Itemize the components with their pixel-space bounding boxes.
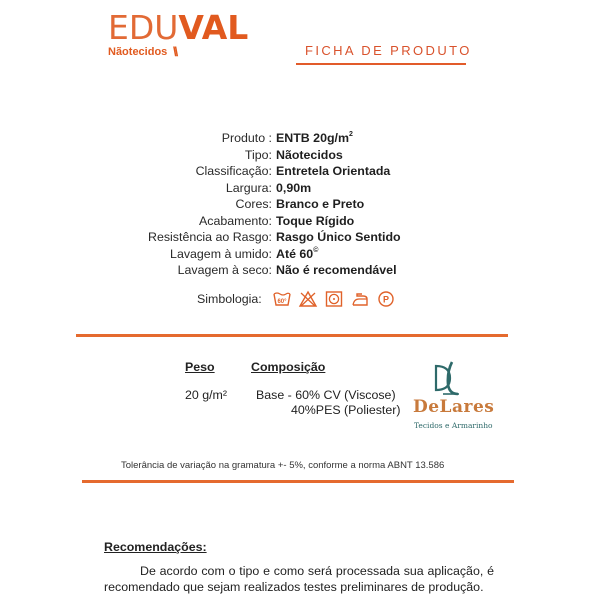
- spec-label: Lavagem à umido:: [170, 246, 272, 261]
- dry-clean-letter: P: [382, 294, 390, 305]
- spec-row-lavagem-seco: [0, 262, 600, 279]
- tumble-dry-icon: [324, 290, 344, 308]
- spec-value-text: ENTB 20g/m: [276, 131, 349, 145]
- spec-label: Resistência ao Rasgo:: [148, 230, 272, 244]
- spec-label: Lavagem à seco:: [177, 263, 272, 277]
- delares-monogram-icon: [430, 360, 462, 400]
- spec-label: Classificação:: [195, 164, 272, 178]
- spec-row-lavagem-umido: [0, 246, 600, 263]
- spec-value: 0,90m: [276, 180, 312, 195]
- page-title: FICHA DE PRODUTO: [305, 43, 472, 58]
- care-icons: [272, 290, 396, 308]
- spec-row-tipo: [0, 147, 600, 164]
- spec-row-acabamento: [0, 213, 600, 230]
- spec-label: Produto :: [221, 131, 272, 145]
- recommendations-text: De acordo com o tipo e como será processada sua aplicação, é recomendado que sejam realizados testes preliminares de produção.: [104, 564, 494, 594]
- iron-icon: [350, 290, 370, 308]
- simbologia-label: Simbologia:: [197, 292, 262, 306]
- spec-value: Toque Rígido: [276, 213, 355, 228]
- dry-clean-p-icon: [376, 290, 396, 308]
- peso-header: Peso: [185, 360, 215, 374]
- spec-value: [276, 246, 318, 263]
- composicao-header: Composição: [251, 360, 326, 374]
- tolerance-note: Tolerância de variação na gramatura +- 5%, conforme a norma ABNT 13.586: [121, 460, 445, 471]
- recommendations-title: Recomendações:: [104, 540, 207, 554]
- divider-top: [76, 334, 508, 337]
- title-underline: [296, 63, 466, 65]
- composicao-line-2: 40%PES (Poliester): [291, 403, 401, 417]
- spec-value: Entretela Orientada: [276, 164, 391, 178]
- spec-value: Rasgo Único Sentido: [276, 230, 401, 244]
- spec-label: Largura:: [225, 180, 272, 195]
- no-bleach-icon: [298, 290, 318, 308]
- delares-name: DeLares: [413, 397, 495, 417]
- spec-label: Tipo:: [244, 147, 272, 162]
- divider-bottom: [82, 480, 514, 483]
- spec-value: Nãotecidos: [276, 147, 343, 162]
- composicao-line-1: Base - 60% CV (Viscose): [256, 388, 396, 402]
- spec-table: [0, 130, 600, 279]
- spec-value-text: Até 60: [276, 246, 314, 261]
- spec-row-largura: [0, 180, 600, 197]
- spec-label: Cores:: [235, 197, 272, 211]
- wash-temp-text: 60°: [277, 299, 287, 305]
- logo-val-text: VAL: [178, 8, 249, 47]
- spec-row-cores: [0, 196, 600, 213]
- logo-subtitle: Nãotecidos: [108, 46, 168, 58]
- spec-value: [276, 130, 353, 147]
- spec-value: Não é recomendável: [276, 263, 397, 277]
- spec-value-sup: ©: [313, 246, 319, 254]
- wash-60-icon: [272, 290, 292, 308]
- spec-label: Acabamento:: [198, 213, 272, 228]
- spec-row-produto: [0, 130, 600, 147]
- peso-value: 20 g/m²: [185, 388, 228, 402]
- spec-value: Branco e Preto: [276, 197, 365, 211]
- logo-edu-text: EDU: [108, 8, 179, 47]
- delares-tagline: Tecidos e Armarinho: [414, 421, 493, 430]
- spec-row-resistencia: [0, 229, 600, 246]
- spec-row-classificacao: [0, 163, 600, 180]
- logo-slashes: \\: [173, 44, 177, 59]
- spec-value-sup: 2: [348, 131, 353, 138]
- eduval-logo: [108, 8, 248, 48]
